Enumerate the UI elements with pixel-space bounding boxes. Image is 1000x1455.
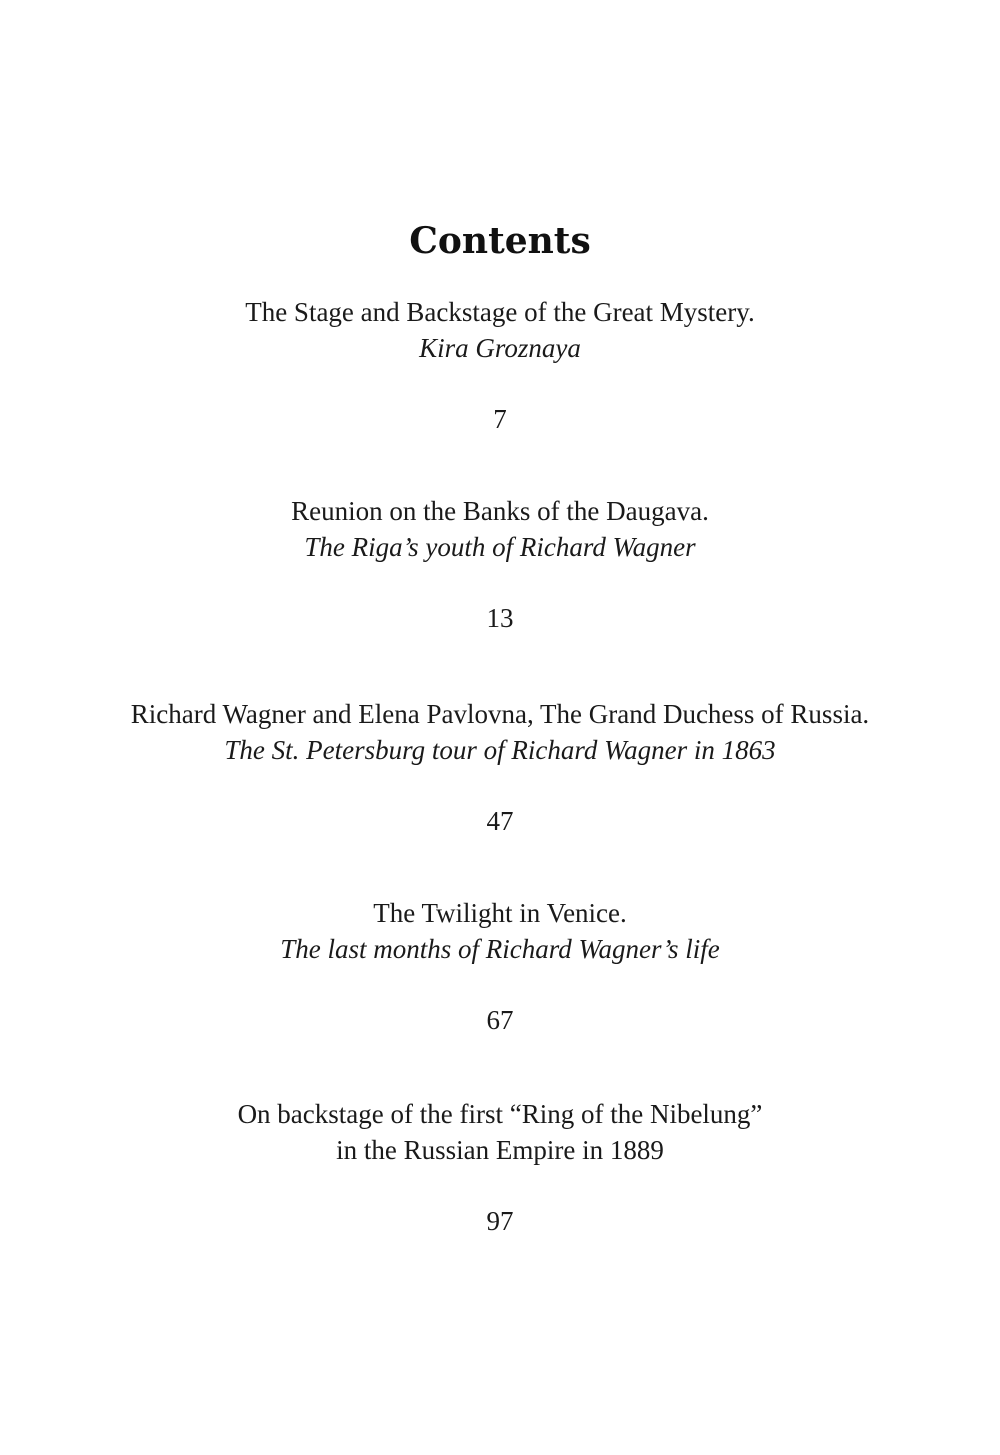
toc-entry-subtitle: The Riga’s youth of Richard Wagner: [304, 532, 696, 562]
toc-entry-page-number: 97: [486, 1206, 514, 1236]
toc-entry-page-number: 47: [486, 806, 514, 836]
toc-entry-author: Kira Groznaya: [419, 333, 581, 363]
toc-entry-page-number: 7: [493, 404, 507, 434]
toc-entry: [0, 696, 1000, 839]
page-title: Contents: [409, 220, 591, 262]
toc-entry-subtitle: The last months of Richard Wagner’s life: [280, 934, 720, 964]
toc-entry: [0, 1096, 1000, 1239]
toc-entry-page-number: 13: [486, 603, 514, 633]
toc-entry-title: Reunion on the Banks of the Daugava.: [291, 496, 709, 526]
toc-entry: [0, 895, 1000, 1038]
toc-entry-title-continued: in the Russian Empire in 1889: [336, 1135, 664, 1165]
toc-entry-subtitle: The St. Petersburg tour of Richard Wagner in 1863: [224, 735, 776, 765]
toc-entry: [0, 493, 1000, 636]
toc-entry-title: On backstage of the first “Ring of the Nibelung”: [237, 1099, 763, 1129]
toc-entry-title: Richard Wagner and Elena Pavlovna, The Grand Duchess of Russia.: [130, 699, 870, 729]
toc-entry-title: The Twilight in Venice.: [373, 898, 627, 928]
toc-entry: [0, 294, 1000, 437]
toc-entry-title: The Stage and Backstage of the Great Mystery.: [245, 297, 755, 327]
toc-entry-page-number: 67: [486, 1005, 514, 1035]
